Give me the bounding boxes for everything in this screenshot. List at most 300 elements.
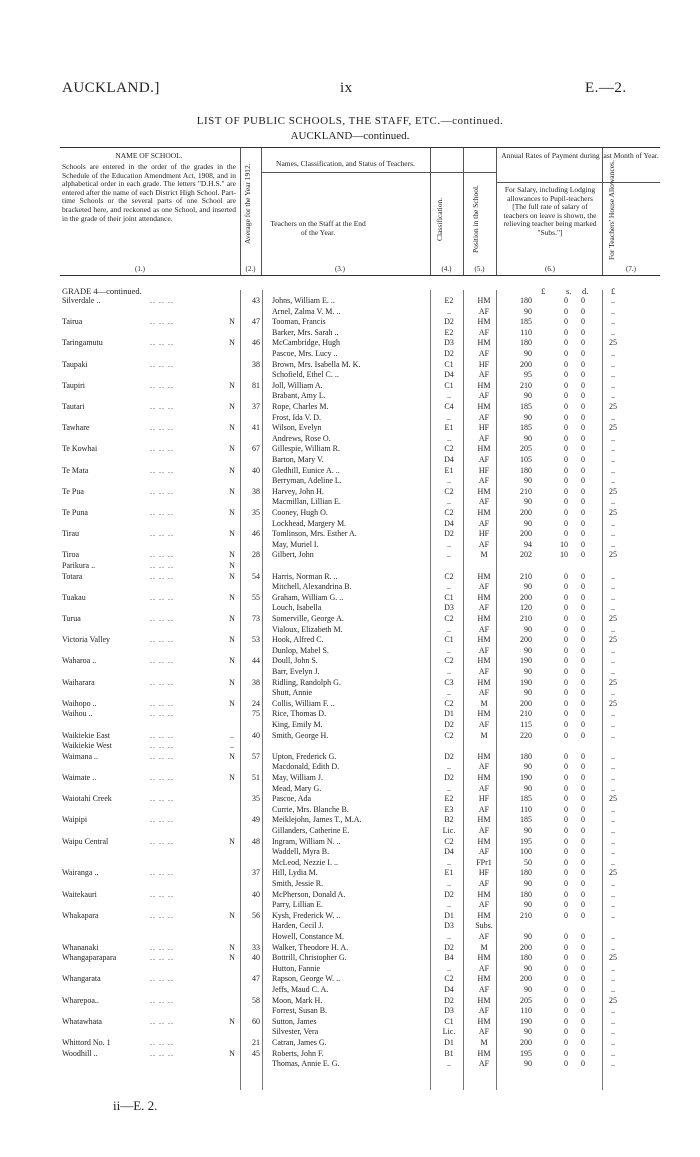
salary-pence: 0 xyxy=(581,815,585,825)
classification: .. xyxy=(447,476,451,486)
average-attendance: 55 xyxy=(252,592,260,602)
teacher-name: Silvester, Vera xyxy=(272,1027,319,1037)
house-allowance: .. xyxy=(611,1048,615,1058)
leader-dots: .. .. .. xyxy=(150,402,174,411)
position: HM xyxy=(477,889,491,899)
table-row xyxy=(0,360,700,369)
salary-shillings: 0 xyxy=(564,751,568,761)
salary-pounds: 50 xyxy=(524,857,532,867)
salary-pounds: 110 xyxy=(520,1006,532,1016)
school-name: Woodhill .. xyxy=(62,1048,98,1058)
salary-pence: 0 xyxy=(581,1016,585,1026)
position: HM xyxy=(477,677,491,687)
salary-pence: 0 xyxy=(581,497,585,507)
table-row xyxy=(0,317,700,326)
salary-pounds: 90 xyxy=(524,476,532,486)
salary-pence: 0 xyxy=(581,465,585,475)
salary-pence: 0 xyxy=(581,402,585,411)
salary-pounds: 185 xyxy=(520,423,532,433)
classification: D2 xyxy=(444,529,454,539)
col-position: Position in the School. xyxy=(471,185,480,253)
col-num-5: (5.) xyxy=(474,265,485,274)
col-num-6: (6.) xyxy=(545,265,555,274)
table-row xyxy=(0,921,700,930)
salary-shillings: 0 xyxy=(564,667,568,676)
teacher-name: Smith, George H. xyxy=(272,730,329,740)
col-rates-head: Annual Rates of Payment during last Month of Year. xyxy=(501,151,659,160)
salary-pence: 0 xyxy=(581,794,585,804)
salary-shillings: 0 xyxy=(564,317,568,327)
salary-shillings: 0 xyxy=(564,455,568,464)
native-marker: N xyxy=(229,698,235,708)
salary-pence: 0 xyxy=(581,338,585,348)
salary-shillings: 0 xyxy=(564,465,568,475)
table-row xyxy=(0,688,700,697)
unit-pound-house: £ xyxy=(611,286,616,296)
school-name: Waihou .. xyxy=(62,709,93,719)
table-row xyxy=(0,455,700,464)
teacher-name: Gledhill, Eunice A. .. xyxy=(272,465,340,475)
average-attendance: 40 xyxy=(252,465,260,475)
salary-pounds: 90 xyxy=(524,783,532,793)
leader-dots: .. .. .. xyxy=(150,730,174,740)
classification: .. xyxy=(447,762,451,772)
classification: D1 xyxy=(444,1038,454,1047)
average-attendance: 41 xyxy=(252,423,260,433)
classification: C2 xyxy=(444,730,454,740)
salary-pence: 0 xyxy=(581,868,585,878)
salary-pounds: 180 xyxy=(520,953,532,963)
table-row xyxy=(0,476,700,485)
classification: D3 xyxy=(444,338,454,348)
col-name-head: NAME OF SCHOOL. xyxy=(115,151,183,160)
salary-shillings: 0 xyxy=(564,614,568,623)
table-row xyxy=(0,487,700,496)
position: FPr1 xyxy=(476,857,492,867)
teacher-name: May, Muriel I. xyxy=(272,539,319,549)
native-marker: N xyxy=(229,1048,235,1058)
house-allowance: .. xyxy=(611,582,615,592)
classification: E2 xyxy=(444,794,454,804)
house-allowance: .. xyxy=(611,306,615,316)
school-name: Wharepoa.. xyxy=(62,995,99,1005)
table-row xyxy=(0,879,700,888)
salary-pence: 0 xyxy=(581,645,585,655)
house-allowance: .. xyxy=(611,571,615,581)
classification: E1 xyxy=(444,423,454,433)
classification: D2 xyxy=(444,751,454,761)
teacher-name: Vialoux, Elizabeth M. xyxy=(272,624,343,634)
leader-dots: .. .. .. xyxy=(150,1016,174,1026)
salary-pence: 0 xyxy=(581,762,585,772)
position: AF xyxy=(478,645,490,655)
house-allowance: 25 xyxy=(609,508,617,517)
salary-pounds: 195 xyxy=(520,836,532,846)
salary-pence: 0 xyxy=(581,529,585,539)
house-allowance: 25 xyxy=(609,550,617,560)
house-allowance: .. xyxy=(611,1006,615,1016)
classification: C2 xyxy=(444,444,454,454)
salary-shillings: 0 xyxy=(564,709,568,719)
classification: .. xyxy=(447,624,451,634)
table-row xyxy=(0,540,700,549)
leader-dots: .. .. .. xyxy=(150,741,174,751)
leader-dots: .. .. .. xyxy=(150,359,174,369)
salary-pence: 0 xyxy=(581,688,585,698)
salary-shillings: 0 xyxy=(564,942,568,952)
position: HM xyxy=(477,1048,491,1058)
position: AF xyxy=(478,327,490,337)
classification: B4 xyxy=(444,953,454,963)
salary-pence: 0 xyxy=(581,730,585,740)
salary-pounds: 210 xyxy=(520,709,532,719)
salary-pence: 0 xyxy=(581,518,585,528)
position: AF xyxy=(478,847,490,857)
table-row xyxy=(0,572,700,581)
position: HF xyxy=(478,359,490,369)
salary-shillings: 0 xyxy=(564,879,568,888)
salary-shillings: 0 xyxy=(564,783,568,793)
position: AF xyxy=(478,497,490,507)
average-attendance: 35 xyxy=(252,794,260,804)
classification: .. xyxy=(447,582,451,592)
leader-dots: .. .. .. xyxy=(150,974,174,984)
average-attendance: 38 xyxy=(252,486,260,496)
table-row xyxy=(0,561,700,570)
position: HM xyxy=(477,296,491,305)
position: AF xyxy=(478,349,490,358)
salary-pounds: 180 xyxy=(520,296,532,305)
salary-pounds: 185 xyxy=(520,815,532,825)
salary-shillings: 0 xyxy=(564,730,568,740)
leader-dots: .. .. .. xyxy=(150,751,174,761)
salary-shillings: 0 xyxy=(564,359,568,369)
house-allowance: .. xyxy=(611,391,615,401)
salary-pence: 0 xyxy=(581,412,585,422)
house-allowance: .. xyxy=(611,296,615,305)
table-row xyxy=(0,815,700,824)
position: HM xyxy=(477,751,491,761)
native-marker: N xyxy=(229,402,235,411)
leader-dots: .. .. .. xyxy=(150,995,174,1005)
house-allowance: .. xyxy=(611,847,615,857)
position: HM xyxy=(477,773,491,782)
position: M xyxy=(480,730,488,740)
salary-pounds: 90 xyxy=(524,1059,532,1069)
position: AF xyxy=(478,582,490,592)
table-row xyxy=(0,964,700,973)
position: AF xyxy=(478,804,490,814)
classification: C3 xyxy=(444,677,454,687)
average-attendance: 40 xyxy=(252,730,260,740)
salary-pence: 0 xyxy=(581,826,585,835)
salary-shillings: 0 xyxy=(564,857,568,867)
classification: .. xyxy=(447,550,451,560)
classification: .. xyxy=(447,900,451,910)
teacher-name: Hook, Alfred C. xyxy=(272,635,324,645)
table-row xyxy=(0,391,700,400)
school-name: Waimana .. xyxy=(62,751,99,761)
teacher-name: Mead, Mary G. xyxy=(272,783,322,793)
teacher-name: Hill, Lydia M. xyxy=(272,868,318,878)
position: HM xyxy=(477,815,491,825)
teacher-name: Lockhead, Margery M. xyxy=(272,518,347,528)
salary-pence: 0 xyxy=(581,963,585,973)
salary-pence: 0 xyxy=(581,370,585,380)
average-attendance: 67 xyxy=(252,444,260,454)
salary-pence: 0 xyxy=(581,486,585,496)
classification: C2 xyxy=(444,571,454,581)
school-name: Whangarata xyxy=(62,974,101,984)
house-allowance: .. xyxy=(611,1059,615,1069)
classification: B1 xyxy=(444,1048,454,1058)
house-allowance: .. xyxy=(611,667,615,676)
position: AF xyxy=(478,826,490,835)
house-allowance: .. xyxy=(611,1027,615,1037)
classification: E2 xyxy=(444,296,454,305)
teacher-name: Harden, Cecil J. xyxy=(272,921,324,931)
position: AF xyxy=(478,539,490,549)
table-row xyxy=(0,508,700,517)
school-name: Waihopo .. xyxy=(62,698,97,708)
school-name: Silverdale .. xyxy=(62,296,101,305)
house-allowance: .. xyxy=(611,1038,615,1047)
house-allowance: .. xyxy=(611,751,615,761)
teacher-name: Thomas, Annie E. G. xyxy=(272,1059,340,1069)
salary-pounds: 90 xyxy=(524,963,532,973)
salary-shillings: 0 xyxy=(564,603,568,613)
col-num-3: (3.) xyxy=(335,265,345,274)
leader-dots: .. .. .. xyxy=(150,910,174,920)
house-allowance: .. xyxy=(611,624,615,634)
classification: C2 xyxy=(444,698,454,708)
table-row xyxy=(0,423,700,432)
native-marker: N xyxy=(229,773,235,782)
salary-shillings: 0 xyxy=(564,720,568,729)
teacher-name: Macmillan, Lillian E. xyxy=(272,497,341,507)
salary-pence: 0 xyxy=(581,508,585,517)
classification: D1 xyxy=(444,709,454,719)
school-name: Waimate .. xyxy=(62,773,97,782)
leader-dots: .. .. .. xyxy=(150,338,174,348)
salary-pence: 0 xyxy=(581,879,585,888)
native-marker: N xyxy=(229,423,235,433)
leader-dots: .. .. .. xyxy=(150,486,174,496)
salary-pence: 0 xyxy=(581,349,585,358)
classification: .. xyxy=(447,539,451,549)
teacher-name: Joll, William A. xyxy=(272,380,323,390)
salary-pounds: 90 xyxy=(524,433,532,443)
grade-heading: GRADE 4—continued. xyxy=(62,286,142,296)
teacher-name: Macdonald, Edith D. xyxy=(272,762,340,772)
classification: E1 xyxy=(444,465,454,475)
salary-shillings: 0 xyxy=(564,868,568,878)
teacher-name: Waddell, Myra B. xyxy=(272,847,330,857)
salary-pounds: 210 xyxy=(520,910,532,920)
position: AF xyxy=(478,370,490,380)
position: HM xyxy=(477,635,491,645)
table-row xyxy=(0,1027,700,1036)
salary-shillings: 0 xyxy=(564,932,568,941)
classification: .. xyxy=(447,412,451,422)
salary-pence: 0 xyxy=(581,783,585,793)
school-name: Whananaki xyxy=(62,942,99,952)
school-name: Tairua xyxy=(62,317,83,327)
average-attendance: 75 xyxy=(252,709,260,719)
teacher-name: Harvey, John H. xyxy=(272,486,324,496)
classification: D4 xyxy=(444,847,454,857)
position: HM xyxy=(477,571,491,581)
native-marker: N xyxy=(229,656,235,666)
page-number: ix xyxy=(340,80,353,96)
leader-dots: .. .. .. xyxy=(150,508,174,517)
position: HM xyxy=(477,836,491,846)
running-header-left: AUCKLAND.] xyxy=(62,80,160,96)
salary-pence: 0 xyxy=(581,433,585,443)
leader-dots: .. .. .. xyxy=(150,380,174,390)
salary-pounds: 180 xyxy=(520,889,532,899)
salary-pence: 0 xyxy=(581,804,585,814)
position: AF xyxy=(478,433,490,443)
salary-pounds: 210 xyxy=(520,571,532,581)
salary-pounds: 200 xyxy=(520,508,532,517)
salary-pounds: 90 xyxy=(524,667,532,676)
table-row xyxy=(0,550,700,559)
salary-pounds: 200 xyxy=(520,942,532,952)
salary-shillings: 0 xyxy=(564,423,568,433)
teacher-name: Roberts, John F. xyxy=(272,1048,324,1058)
salary-shillings: 0 xyxy=(564,486,568,496)
leader-dots: .. .. .. xyxy=(150,444,174,454)
table-row xyxy=(0,953,700,962)
salary-pounds: 200 xyxy=(520,1038,532,1047)
salary-shillings: 0 xyxy=(564,592,568,602)
teacher-name: Harris, Norman R. .. xyxy=(272,571,338,581)
average-attendance: 60 xyxy=(252,1016,260,1026)
average-attendance: 58 xyxy=(252,995,260,1005)
leader-dots: .. .. .. xyxy=(150,698,174,708)
teacher-name: May, William J. xyxy=(272,773,324,782)
salary-shillings: 0 xyxy=(564,1038,568,1047)
table-row xyxy=(0,932,700,941)
position: HF xyxy=(478,529,490,539)
salary-pounds: 180 xyxy=(520,338,532,348)
position: HM xyxy=(477,380,491,390)
teacher-name: Gillanders, Catherine E. xyxy=(272,826,350,835)
teacher-name: Upton, Frederick G. xyxy=(272,751,337,761)
school-name: Waitekauri xyxy=(62,889,97,899)
leader-dots: .. .. .. xyxy=(150,592,174,602)
teacher-name: Brown, Mrs. Isabella M. K. xyxy=(272,359,361,369)
teacher-name: Frost, Ida V. D. xyxy=(272,412,322,422)
table-row xyxy=(0,762,700,771)
table-row xyxy=(0,593,700,602)
school-name: Taringamutu xyxy=(62,338,103,348)
classification: C1 xyxy=(444,359,454,369)
position: AF xyxy=(478,900,490,910)
position: AF xyxy=(478,391,490,401)
leader-dots: .. .. .. xyxy=(150,571,174,581)
table-row xyxy=(0,752,700,761)
position: M xyxy=(480,1038,488,1047)
salary-shillings: 0 xyxy=(564,773,568,782)
average-attendance: 35 xyxy=(252,508,260,517)
salary-shillings: 0 xyxy=(564,624,568,634)
native-marker: N xyxy=(229,571,235,581)
teacher-name: Barr, Evelyn J. xyxy=(272,667,320,676)
school-name: Tawhare xyxy=(62,423,90,433)
house-allowance: .. xyxy=(611,518,615,528)
classification: .. xyxy=(447,857,451,867)
teacher-name: Forrest, Susan B. xyxy=(272,1006,328,1016)
table-row xyxy=(0,1059,700,1068)
salary-pounds: 190 xyxy=(520,1016,532,1026)
salary-pounds: 90 xyxy=(524,645,532,655)
salary-pounds: 90 xyxy=(524,497,532,507)
leader-dots: .. .. .. xyxy=(150,550,174,560)
classification: D4 xyxy=(444,370,454,380)
salary-pence: 0 xyxy=(581,751,585,761)
average-attendance: 81 xyxy=(252,380,260,390)
table-row xyxy=(0,328,700,337)
teacher-name: Hutton, Fannie xyxy=(272,963,320,973)
house-allowance: .. xyxy=(611,656,615,666)
salary-pence: 0 xyxy=(581,1027,585,1037)
school-name: Waiotahi Creek xyxy=(62,794,112,804)
leader-dots: .. .. .. xyxy=(150,1038,174,1047)
native-marker: .. xyxy=(230,741,234,751)
salary-shillings: 0 xyxy=(564,508,568,517)
table-row xyxy=(0,646,700,655)
native-marker: N xyxy=(229,486,235,496)
salary-shillings: 0 xyxy=(564,804,568,814)
table-row xyxy=(0,837,700,846)
footer-mark: ii—E. 2. xyxy=(113,1098,158,1113)
table-row xyxy=(0,349,700,358)
salary-pence: 0 xyxy=(581,603,585,613)
teacher-name: Ingram, William N. .. xyxy=(272,836,341,846)
position: HM xyxy=(477,444,491,454)
salary-shillings: 0 xyxy=(564,762,568,772)
salary-pounds: 180 xyxy=(520,751,532,761)
leader-dots: .. .. .. xyxy=(150,677,174,687)
salary-pence: 0 xyxy=(581,889,585,899)
salary-pence: 0 xyxy=(581,306,585,316)
salary-shillings: 0 xyxy=(564,1059,568,1069)
house-allowance: .. xyxy=(611,709,615,719)
classification: E3 xyxy=(444,804,454,814)
native-marker: N xyxy=(229,465,235,475)
salary-shillings: 0 xyxy=(564,412,568,422)
salary-shillings: 0 xyxy=(564,1048,568,1058)
leader-dots: .. .. .. xyxy=(150,423,174,433)
salary-pence: 0 xyxy=(581,847,585,857)
average-attendance: 43 xyxy=(252,296,260,305)
average-attendance: 33 xyxy=(252,942,260,952)
teacher-name: Brabant, Amy L. xyxy=(272,391,326,401)
table-row xyxy=(0,741,700,750)
salary-pounds: 90 xyxy=(524,826,532,835)
table-row xyxy=(0,625,700,634)
teacher-name: Graham, William G. .. xyxy=(272,592,344,602)
house-allowance: 25 xyxy=(609,423,617,433)
salary-shillings: 0 xyxy=(564,380,568,390)
school-name: Te Kowhai xyxy=(62,444,98,454)
salary-shillings: 0 xyxy=(564,571,568,581)
teacher-name: Gilbert, John xyxy=(272,550,314,560)
classification: D4 xyxy=(444,985,454,994)
teacher-name: Doull, John S. xyxy=(272,656,318,666)
